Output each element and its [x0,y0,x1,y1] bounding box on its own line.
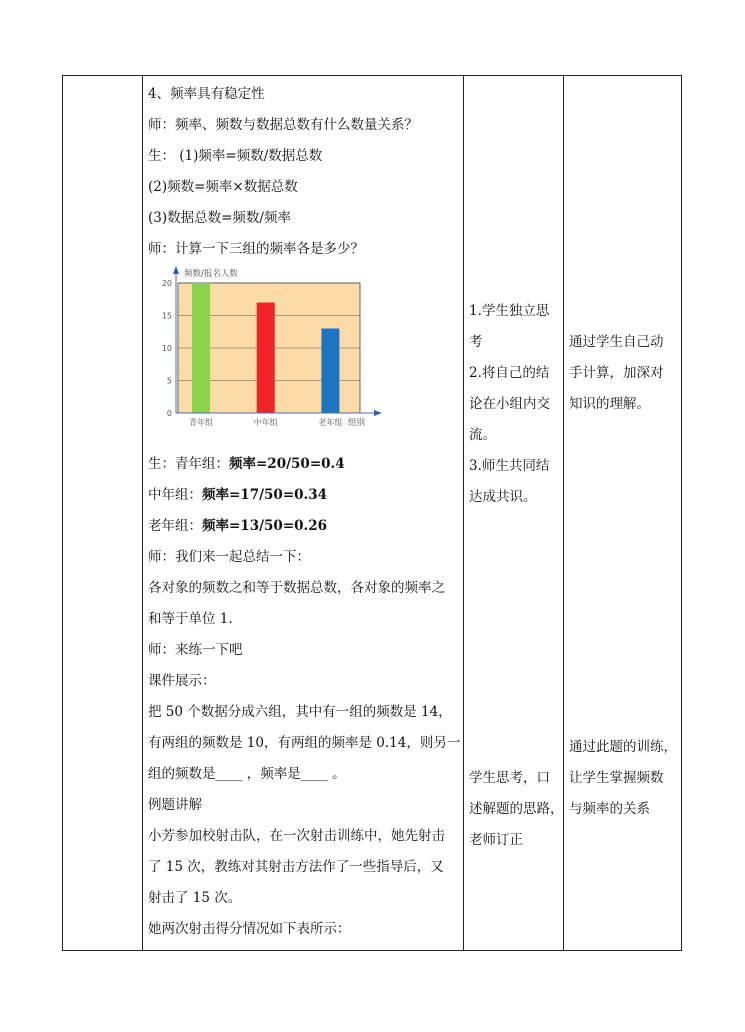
activity-text: 达成共识。 [469,489,537,505]
example-text: 小芳参加校射击队，在一次射击训练中，她先射击 [148,828,445,844]
result-label: 中年组： [148,487,202,503]
x-category-label: 老年组 [318,418,343,427]
y-tick-label: 20 [161,279,172,288]
x-category-label: 中年组 [253,418,278,427]
exercise-text: 组的频数是____ ，频率是____ 。 [148,766,346,782]
y-tick-label: 5 [166,376,172,386]
y-axis-label: 频数/报名人数 [184,269,238,279]
result-value: 频率=13/50=0.26 [202,518,328,534]
courseware-label: 课件展示： [148,673,216,689]
chart-svg [148,265,388,449]
intent-text: 通过学生自己动 [569,334,664,350]
exercise-text: 有两组的频数是 10，有两组的频率是 0.14，则另一 [148,735,461,751]
y-tick-label: 0 [166,409,172,418]
bar-1 [192,283,210,413]
student-activity-1 [469,296,561,513]
example-title: 例题讲解 [148,797,202,813]
column-divider [563,75,564,951]
x-category-label: 青年组 [189,418,214,427]
intent-text: 与频率的关系 [569,801,650,817]
bar-2 [257,303,275,414]
result-value: 频率=17/50=0.34 [202,487,328,503]
result-label: 生：青年组： [148,456,229,472]
student-activity-2 [469,763,564,856]
teacher-question: 师：频率、频数与数据总数有什么数量关系？ [148,117,418,133]
activity-text: 3.师生共同结 [469,458,550,474]
activity-text: 2.将自己的结 [469,365,550,381]
practice-prompt: 师：来练一下吧 [148,642,243,658]
summary-text: 和等于单位 1. [148,611,233,627]
design-intent-1 [569,327,679,420]
activity-text: 流。 [469,427,496,443]
result-label: 老年组： [148,518,202,534]
example-text: 了 15 次，教练对其射击方法作了一些指导后，又 [148,859,444,875]
intent-text: 手计算，加深对 [569,365,664,381]
intent-text: 让学生掌握频数 [569,770,664,786]
bar-3 [321,329,339,414]
activity-text: 述解题的思路， [469,801,564,817]
y-axis-arrow [173,266,179,274]
activity-text: 1.学生独立思 [469,303,550,319]
intent-text: 通过此题的训练， [569,739,677,755]
section-heading: 4、频率具有稳定性 [148,86,265,102]
column-divider [463,75,464,951]
result-value: 频率=20/50=0.4 [229,456,345,472]
x-axis-label: 组别 [348,418,366,428]
activity-text: 老师订正 [469,832,523,848]
summary-intro: 师：我们来一起总结一下： [148,549,310,565]
example-text: 射击了 15 次。 [148,890,242,906]
activity-text: 学生思考，口 [469,770,550,786]
summary-text: 各对象的频数之和等于数据总数，各对象的频率之 [148,580,445,596]
intent-text: 知识的理解。 [569,396,650,412]
student-answer: 生： (1)频率=频数/数据总数 [148,148,323,164]
exercise-text: 把 50 个数据分成六组，其中有一组的频数是 14， [148,704,452,720]
design-intent-2 [569,732,679,825]
frequency-bar-chart [148,265,460,449]
y-tick-label: 10 [161,344,172,353]
activity-text: 论在小组内交 [469,396,550,412]
formula: (2)频数=频率×数据总数 [148,179,298,195]
column-divider [142,75,143,951]
y-tick-label: 15 [161,311,172,321]
example-text: 她两次射击得分情况如下表所示： [148,921,351,937]
formula: (3)数据总数=频数/频率 [148,210,291,226]
x-axis-arrow [374,410,382,416]
teacher-question: 师：计算一下三组的频率各是多少？ [148,241,364,257]
activity-text: 考 [469,334,483,350]
teaching-content [148,79,460,945]
